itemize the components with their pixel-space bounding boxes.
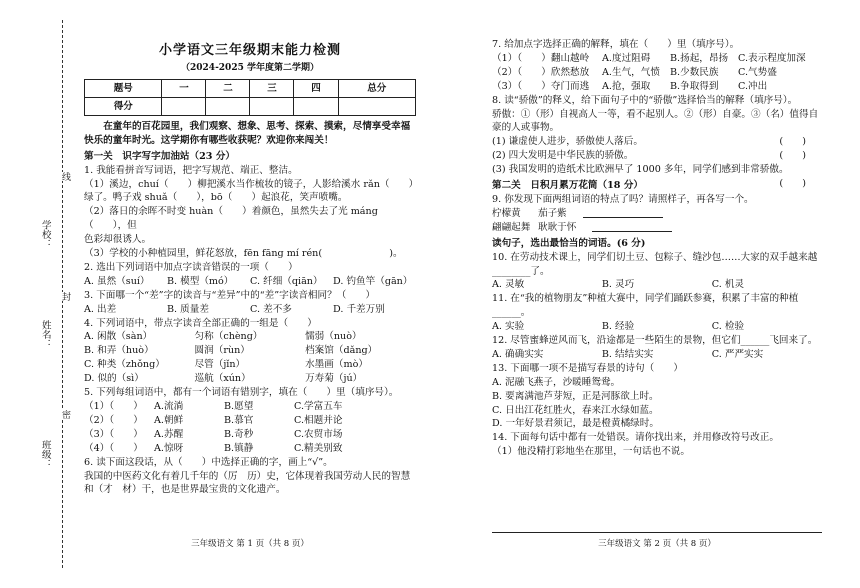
seal-mark-line: 线 [58, 172, 71, 181]
option[interactable]: C. 严严实实 [711, 348, 764, 360]
answer-blank[interactable]: （3）（ ） [84, 428, 143, 440]
word: 巡航（xún） [194, 373, 251, 385]
binding-margin [0, 0, 72, 588]
question-8-definition: 豪的人或事物。 [492, 122, 560, 134]
answer-line[interactable] [583, 207, 663, 218]
question-1-line: （3）学校的小种植园里，鲜花怒放，fēn fāng mí rén( )。 [84, 248, 403, 260]
score-head-cell: 题号 [85, 79, 162, 97]
option[interactable]: D. 一年好景君须记，最是橙黄橘绿时。 [492, 418, 659, 430]
bottom-rule [492, 532, 822, 533]
option[interactable]: B. 灵巧 [601, 279, 635, 291]
intro-text: 在童年的百花园里，我们观察、想象、思考、探索、摸索，尽情享受幸福快乐的童年时光。这学期你有哪些收获呢？欢迎你来闯关！ [84, 120, 411, 146]
word: 翩翩起舞 [492, 221, 531, 233]
word: C.学富五车 [294, 401, 343, 413]
answer-blank[interactable]: （4）（ ） [84, 442, 143, 454]
question-7: 7. 给加点字选择正确的解释，填在（ ）里（填序号）。 [492, 39, 740, 50]
question-5-row [84, 428, 416, 442]
footer-page-1: 三年级语文 第 1 页（共 8 页） [191, 539, 309, 549]
question-10-options [492, 278, 822, 292]
score-head-cell: 二 [206, 79, 250, 97]
question-7-row [492, 52, 822, 66]
option[interactable]: B. 质量差 [167, 303, 209, 315]
option[interactable]: B. 模型（mó） [167, 275, 234, 287]
word: A.流淌 [154, 401, 184, 413]
option[interactable]: D. 钓鱼竿（gān） [333, 275, 413, 287]
option: C.气势盛 [738, 66, 777, 78]
question-7-row [492, 66, 822, 80]
question-5-row [84, 400, 416, 414]
question-9: 9. 你发现下面两组词语的特点了吗？请照样子，再各写一个。 [492, 193, 754, 205]
question-6-line: 我国的中医药文化有着几千年的（厉 历）史，它体现着我国劳动人民的智慧 [84, 470, 411, 482]
option[interactable]: C. 种类（zhǒng） [84, 359, 165, 371]
option[interactable]: D. 千差万别 [333, 303, 385, 315]
exam-subtitle: （2024-2025 学年度第二学期） [181, 62, 319, 73]
question-11-options [492, 320, 822, 334]
sentence: (3) 我国发明的造纸术比欧洲早了 1000 多年，同学们感到非常骄傲。 [492, 164, 789, 176]
question-5-row [84, 414, 416, 428]
word: 尽管（jǐn） [194, 359, 246, 371]
option[interactable]: B. 经验 [601, 321, 635, 333]
question-4-row [84, 330, 416, 344]
word: 档案馆（dǎng） [305, 345, 378, 357]
question-4-row [84, 358, 416, 372]
word: B.镇静 [224, 442, 254, 454]
option: A.生气，气愤 [602, 66, 660, 78]
option: B.扬起，昂扬 [670, 52, 729, 64]
question-10-blank: ________了。 [492, 265, 550, 277]
option: C.表示程度加深 [738, 52, 806, 64]
answer-blank[interactable]: （2）（ ） [84, 414, 143, 426]
option[interactable]: A. 实验 [492, 321, 525, 333]
seal-mark-mi: 密 [58, 410, 71, 419]
read-section-title: 读句子，选出最恰当的词语。(6 分) [492, 237, 646, 249]
question-14-sentence: （1）他没精打彩地坐在那里，一句话也不说。 [492, 446, 690, 458]
question-3-options [84, 303, 416, 317]
question-8: 8. 读“骄傲”的释义，给下面句子中的“骄傲”选择恰当的解释（填序号）。 [492, 94, 798, 106]
answer-blank[interactable]: （1）（ ）翻山越岭 [492, 52, 590, 64]
section-2-title: 第二关 日积月累万花筒（18 分） [492, 180, 644, 192]
option[interactable]: A. 灵敏 [492, 279, 525, 291]
question-1: 1. 我能看拼音写词语，把字写规范、端正、整洁。 [84, 164, 298, 176]
word: A.朝鲜 [154, 414, 184, 426]
question-4-row [84, 372, 416, 386]
option[interactable]: C. 差不多 [250, 303, 292, 315]
question-4: 4. 下列词语中，带点字读音全部正确的一组是（ ） [84, 317, 317, 329]
word: 匀称（chèng） [194, 331, 263, 343]
answer-line[interactable] [592, 221, 672, 232]
score-head-cell: 四 [294, 79, 338, 97]
option[interactable]: C. 纤细（qiān） [250, 275, 323, 287]
question-12-options [492, 348, 822, 362]
score-head-cell: 三 [250, 79, 294, 97]
word: C.精美别致 [294, 442, 343, 454]
section-1-title: 第一关 识字写字加油站（23 分） [84, 150, 236, 162]
question-2-options [84, 275, 416, 289]
sentence: (2) 四大发明是中华民族的骄傲。 [492, 150, 634, 162]
question-6: 6. 读下面这段话，从（ ）中选择正确的字，画上“√”。 [84, 456, 333, 468]
name-label: 姓名： [39, 320, 51, 349]
score-table [84, 79, 416, 116]
option: A.抢，强取 [602, 80, 651, 92]
right-page [492, 38, 822, 459]
score-cell[interactable] [206, 97, 250, 115]
score-cell[interactable] [250, 97, 294, 115]
answer-blank[interactable]: （3）（ ）夺门而逃 [492, 80, 590, 92]
school-label: 学校： [39, 220, 51, 249]
answer-blank[interactable]: ( ) [779, 136, 806, 148]
question-7-row [492, 80, 822, 94]
question-3: 3. 下面哪一个“差”字的读音与“差异”中的“差”字读音相同？（ ） [84, 289, 376, 301]
score-cell[interactable] [294, 97, 338, 115]
word: 万寿菊（jú） [305, 373, 363, 385]
left-page [84, 42, 419, 497]
option[interactable]: B. 结结实实 [601, 348, 654, 360]
option[interactable]: A. 闲散（sàn） [84, 331, 153, 343]
exam-title: 小学语文三年级期末能力检测 [158, 43, 341, 58]
option: A.度过阻碍 [602, 52, 651, 64]
option[interactable]: C. 检验 [711, 321, 745, 333]
question-13: 13. 下面哪一项不是描写春景的诗句（ ） [492, 362, 683, 374]
word: 柠檬黄 [492, 207, 521, 219]
score-row-label: 得分 [85, 97, 162, 115]
score-head-cell: 总分 [338, 79, 416, 97]
question-5-row [84, 442, 416, 456]
option[interactable]: A. 泥融飞燕子，沙暖睡鸳鸯。 [492, 376, 621, 388]
question-10: 10. 在劳动技术课上，同学们切土豆、包粽子、缝沙包……大家的双手越来越 [492, 251, 818, 263]
word: A.苏醒 [154, 428, 184, 440]
score-head-cell: 一 [162, 79, 206, 97]
option[interactable]: B. 和弄（huò） [84, 345, 154, 357]
seal-mark-feng: 封 [58, 292, 71, 301]
option[interactable]: A. 确确实实 [492, 348, 544, 360]
answer-blank[interactable]: （2）（ ）欣然愁放 [492, 66, 590, 78]
word: 懦弱（nuò） [305, 331, 362, 343]
answer-blank[interactable]: ( ) [779, 178, 806, 190]
question-11: 11. 在“我的植物朋友”种植大赛中，同学们踊跃参赛，积累了丰富的种植______。 [492, 293, 799, 319]
question-12: 12. 尽管蜜蜂逆风而飞，沿途都是一些陌生的景物，但它们______飞回来了。 [492, 335, 818, 347]
word: 水墨画（mò） [305, 359, 368, 371]
option[interactable]: A. 虽然（suí） [84, 275, 150, 287]
score-cell[interactable] [338, 97, 416, 115]
question-2: 2. 选出下列词语中加点字读音错误的一项（ ） [84, 261, 298, 273]
option: B.争取得到 [670, 80, 719, 92]
question-14: 14. 下面每句话中都有一处错误。请你找出来，并用修改符号改正。 [492, 432, 779, 444]
word: B.愿望 [224, 401, 254, 413]
footer-page-2: 三年级语文 第 2 页（共 8 页） [598, 539, 716, 549]
class-label: 班级： [39, 440, 51, 469]
sentence: (1) 谦虚使人进步，骄傲使人落后。 [492, 136, 643, 148]
word: A.惊呀 [154, 442, 184, 454]
question-9-row [492, 207, 822, 221]
word: 茄子紫 [538, 207, 567, 219]
word: 耿耿于怀 [538, 221, 577, 233]
question-8-definition: 骄傲：①（形）自视高人一等，看不起别人。②（形）自豪。③（名）值得自 [492, 108, 819, 120]
question-1-line: （1）溪边，chuí（ ）柳把溪水当作梳妆的镜子，人影给溪水 rǎn（ ） [84, 178, 419, 190]
question-8-sentence [492, 135, 822, 149]
option[interactable]: D. 似的（sì） [84, 373, 144, 385]
question-5: 5. 下列每组词语中，都有一个词语有错别字，填在（ ）里（填序号）。 [84, 387, 399, 399]
word: 圆润（rùn） [194, 345, 250, 357]
word: C.相题并论 [294, 414, 343, 426]
question-9-row [492, 221, 822, 235]
answer-blank[interactable]: ( ) [779, 150, 806, 162]
score-cell[interactable] [162, 97, 206, 115]
question-4-row [84, 344, 416, 358]
answer-blank[interactable]: （1）（ ） [84, 401, 143, 413]
option[interactable]: A. 出差 [84, 303, 117, 315]
word: C.农贸市场 [294, 428, 343, 440]
option: B.少数民族 [670, 66, 719, 78]
option[interactable]: C. 机灵 [711, 279, 745, 291]
question-8-sentence [492, 149, 822, 163]
option: C.冲出 [738, 80, 768, 92]
question-6-line: 和（才 材）干，也是世界最宝贵的文化遗产。 [84, 484, 286, 496]
option[interactable]: C. 日出江花红胜火，春来江水绿如蓝。 [492, 404, 659, 416]
word: B.慕官 [224, 414, 254, 426]
word: B.奇秒 [224, 428, 254, 440]
question-1-line: 绿了。鸭子戏 shuǎ（ ），bō（ ）起浪花，笑声喷嘴。 [84, 192, 348, 204]
question-1-line: 色彩却很诱人。 [84, 234, 152, 246]
option[interactable]: B. 要离满池芦芽短，正是河豚欲上时。 [492, 390, 659, 402]
question-1-line: （2）落日的余晖不时变 huàn（ ）着颜色，虽然失去了光 máng（ ），但 [84, 206, 378, 232]
